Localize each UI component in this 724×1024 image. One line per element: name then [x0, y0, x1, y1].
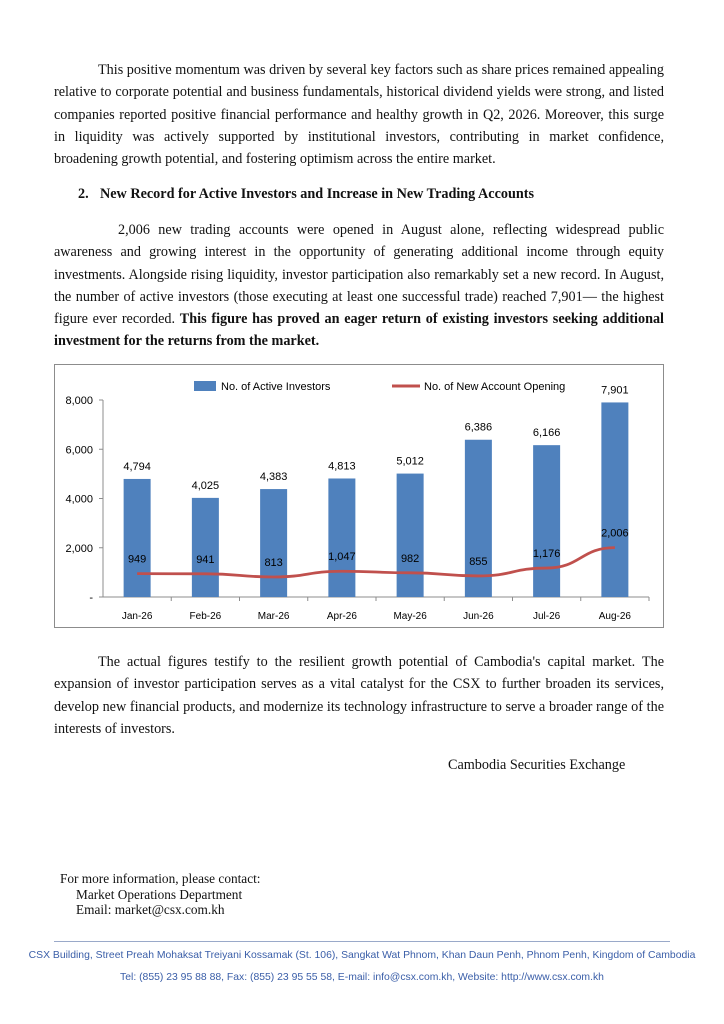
footer-divider	[54, 941, 670, 942]
bar	[260, 489, 287, 597]
intro-paragraph	[54, 59, 664, 170]
section-heading	[78, 186, 534, 203]
x-tick-label: Jun-26	[463, 611, 494, 622]
bar	[124, 479, 151, 597]
bar	[533, 445, 560, 597]
conclusion-paragraph	[54, 651, 664, 740]
bar	[328, 478, 355, 597]
footer-contacts: Tel: (855) 23 95 88 88, Fax: (855) 23 95 55 58, E-mail: info@csx.com.kh, Website: http://www.csx.com.kh	[120, 972, 604, 983]
section-paragraph	[54, 219, 664, 353]
legend-label-bar: No. of Active Investors	[221, 381, 331, 393]
y-tick-label: 2,000	[65, 542, 93, 555]
contact-department: Market Operations Department	[76, 886, 243, 902]
conclusion-paragraph-text: The actual figures testify to the resilient growth potential of Cambodia's capital market. The expansion of investor participation serves as a vital catalyst for the CSX to further broaden its services, develop new financial products, and modernize its technology infrastructure to serve a broader range of the interests of investors.	[54, 654, 664, 737]
x-tick-label: Feb-26	[189, 611, 222, 622]
bar	[397, 474, 424, 597]
signature: Cambodia Securities Exchange	[448, 757, 626, 773]
line-data-label: 2,006	[601, 527, 629, 540]
y-tick-label: 8,000	[65, 395, 93, 407]
bar	[465, 440, 492, 597]
x-tick-label: Aug-26	[598, 611, 631, 622]
investor-chart-svg	[55, 365, 663, 627]
x-tick-label: Jan-26	[121, 611, 153, 622]
y-tick-label: 4,000	[65, 493, 93, 506]
section-paragraph-bold: This figure has proved an eager return of existing investors seeking additional investment for the returns from the market.	[54, 311, 665, 350]
line-data-label: 949	[127, 553, 147, 566]
x-tick-label: Mar-26	[257, 611, 290, 622]
line-data-label: 1,047	[328, 551, 356, 564]
bar	[192, 498, 219, 597]
bar-data-label: 4,794	[123, 460, 151, 473]
line-data-label: 941	[196, 553, 215, 566]
bar-data-label: 7,901	[601, 384, 629, 397]
legend-swatch-bar	[194, 381, 216, 391]
x-tick-label: Apr-26	[326, 611, 357, 622]
bar-data-label: 4,025	[191, 479, 220, 492]
y-tick-label: 6,000	[65, 444, 93, 457]
x-tick-label: Jul-26	[533, 611, 561, 622]
investor-chart	[54, 364, 664, 628]
bar-data-label: 4,813	[328, 460, 356, 473]
y-tick-label: -	[89, 592, 93, 604]
intro-paragraph-text: This positive momentum was driven by several key factors such as share prices remained appealing relative to corporate potential and business fundamentals, historical dividend yields were strong, and listed companies reported positive financial performance and healthy growth in Q2, 2026. Moreover, this surge in liquidity was actively supported by institutional investors, contributing in market confidence, broadening growth potential, and fostering optimism across the entire market.	[54, 62, 664, 168]
line-data-label: 855	[469, 555, 488, 568]
bar-data-label: 5,012	[396, 455, 424, 468]
bar-data-label: 4,383	[259, 471, 288, 484]
contact-intro: For more information, please contact:	[60, 871, 261, 886]
section-title: New Record for Active Investors and Increase in New Trading Accounts	[100, 186, 535, 202]
bar	[601, 402, 628, 597]
section-number: 2.	[78, 186, 89, 202]
footer-address: CSX Building, Street Preah Mohaksat Treiyani Kossamak (St. 106), Sangkat Wat Phnom, Khan Daun Penh, Phnom Penh, Kingdom of Cambodia	[28, 950, 696, 961]
contact-block	[60, 871, 261, 918]
contact-email: Email: market@csx.com.kh	[76, 902, 225, 917]
bar-data-label: 6,166	[532, 427, 561, 440]
bar-data-label: 6,386	[464, 421, 493, 434]
x-tick-label: May-26	[393, 611, 427, 622]
section-paragraph-text: 2,006 new trading accounts were opened in August alone, reflecting widespread public awareness and growing interest in the opportunity of generating additional income through equity investments. Alongside rising liquidity, investor participation also remarkably set a new record. In August, the number of active investors (those executing at least one successful trade) reached 7,901— the highest figure ever recorded.	[54, 222, 664, 328]
line-data-label: 1,176	[532, 548, 561, 561]
legend-label-line: No. of New Account Opening	[424, 381, 566, 393]
line-data-label: 982	[400, 552, 420, 565]
line-data-label: 813	[264, 556, 283, 569]
